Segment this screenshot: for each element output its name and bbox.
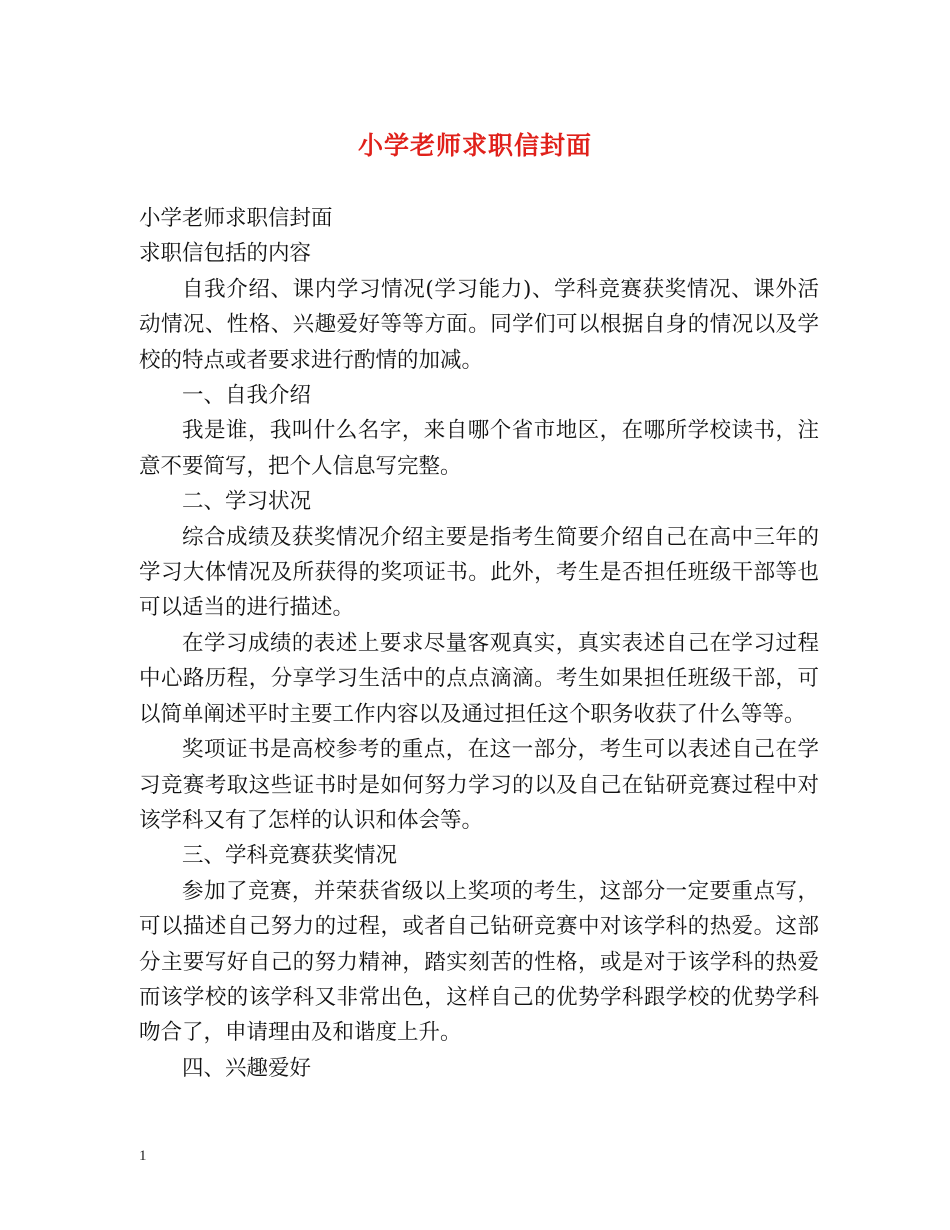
paragraph: 求职信包括的内容	[139, 241, 312, 267]
section-heading: 一、自我介绍	[182, 383, 312, 409]
paragraph: 综合成绩及获奖情况介绍主要是指考生简要介绍自己在高中三年的学习大体情况及所获得的奖项证书。此外，考生是否担任班级干部等也可以适当的进行描述。	[139, 524, 819, 621]
document-title: 小学老师求职信封面	[357, 131, 592, 160]
paragraph: 小学老师求职信封面	[139, 206, 333, 231]
section-heading: 二、学习状况	[182, 489, 312, 515]
paragraph: 奖项证书是高校参考的重点，在这一部分，考生可以表述自己在学习竞赛考取这些证书时是如何努力学习的以及自己在钻研竞赛过程中对该学科又有了怎样的认识和体会等。	[139, 737, 819, 833]
section-heading: 三、学科竞赛获奖情况	[182, 843, 398, 869]
paragraph: 在学习成绩的表述上要求尽量客观真实，真实表述自己在学习过程中心路历程，分享学习生活中的点点滴滴。考生如果担任班级干部，可以简单阐述平时主要工作内容以及通过担任这个职务收获了什么等等。	[139, 630, 819, 727]
document-body	[139, 201, 819, 1086]
paragraph: 我是谁，我叫什么名字，来自哪个省市地区，在哪所学校读书，注意不要简写，把个人信息写完整。	[139, 418, 819, 479]
paragraph: 自我介绍、课内学习情况(学习能力)、学科竞赛获奖情况、课外活动情况、性格、兴趣爱好等等方面。同学们可以根据自身的情况以及学校的特点或者要求进行酌情的加减。	[139, 276, 819, 373]
page-number: 1	[139, 1148, 147, 1164]
section-heading: 四、兴趣爱好	[182, 1055, 312, 1081]
paragraph: 参加了竞赛，并荣获省级以上奖项的考生，这部分一定要重点写，可以描述自己努力的过程，或者自己钻研竞赛中对该学科的热爱。这部分主要写好自己的努力精神，踏实刻苦的性格，或是对于该学科的热爱而该学校的该学科又非常出色，这样自己的优势学科跟学校的优势学科吻合了，申请理由及和谐度上升。	[139, 878, 819, 1046]
